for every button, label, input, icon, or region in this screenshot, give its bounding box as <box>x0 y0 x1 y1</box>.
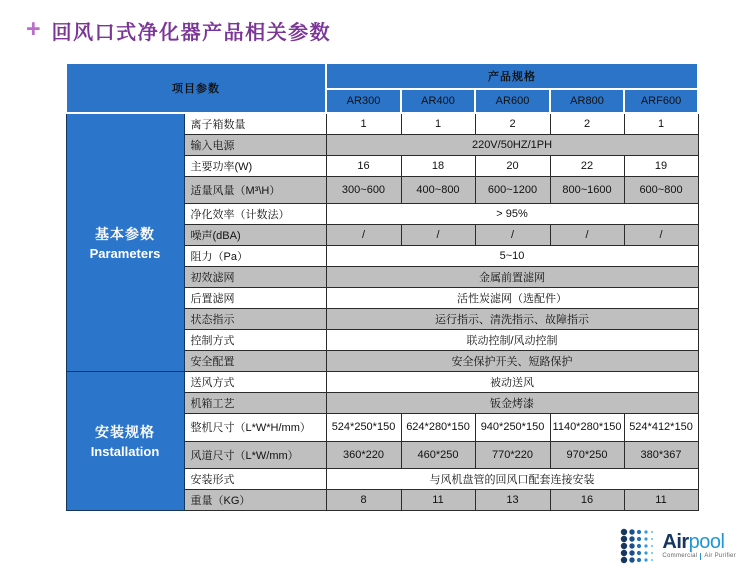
value-cell: 524*412*150 <box>624 413 698 441</box>
brand-pool: pool <box>688 530 725 553</box>
row-label: 机箱工艺 <box>184 392 326 413</box>
value-cell: 1140*280*150 <box>550 413 624 441</box>
row-label: 后置滤网 <box>184 287 326 308</box>
merged-value-cell: 联动控制/风动控制 <box>326 329 698 350</box>
value-cell: 1 <box>326 113 401 134</box>
row-label: 适量风量（M³\H） <box>184 176 326 203</box>
merged-value-cell: 金属前置滤网 <box>326 266 698 287</box>
value-cell: 1 <box>401 113 475 134</box>
value-cell: 624*280*150 <box>401 413 475 441</box>
airpool-logo <box>620 527 736 564</box>
value-cell: 16 <box>550 489 624 510</box>
row-label: 控制方式 <box>184 329 326 350</box>
brand-air: Air <box>662 530 689 553</box>
logo-text <box>662 532 736 560</box>
col-header-model: AR300 <box>326 89 401 113</box>
dot-matrix-logo-icon <box>620 527 657 564</box>
value-cell: 460*250 <box>401 441 475 468</box>
row-label: 重量（KG） <box>184 489 326 510</box>
row-label: 安全配置 <box>184 350 326 371</box>
page-title: 回风口式净化器产品相关参数 <box>51 22 332 44</box>
value-cell: 380*367 <box>624 441 698 468</box>
col-header-item-params: 项目参数 <box>66 63 326 113</box>
row-label: 状态指示 <box>184 308 326 329</box>
row-label: 离子箱数量 <box>184 113 326 134</box>
value-cell: 600~800 <box>624 176 698 203</box>
value-cell: / <box>326 224 401 245</box>
merged-value-cell: 运行指示、清洗指示、故障指示 <box>326 308 698 329</box>
row-label: 净化效率（计数法） <box>184 203 326 224</box>
value-cell: 11 <box>624 489 698 510</box>
row-label: 送风方式 <box>184 371 326 392</box>
col-header-model: AR600 <box>475 89 550 113</box>
value-cell: 2 <box>550 113 624 134</box>
value-cell: 400~800 <box>401 176 475 203</box>
merged-value-cell: 220V/50HZ/1PH <box>326 134 698 155</box>
value-cell: 600~1200 <box>475 176 550 203</box>
col-header-model: AR400 <box>401 89 475 113</box>
value-cell: / <box>550 224 624 245</box>
row-label: 主要功率(W) <box>184 155 326 176</box>
header-row-top <box>66 63 698 89</box>
value-cell: 940*250*150 <box>475 413 550 441</box>
col-header-model: ARF600 <box>624 89 698 113</box>
value-cell: 2 <box>475 113 550 134</box>
col-header-model: AR800 <box>550 89 624 113</box>
row-label: 整机尺寸（L*W*H/mm） <box>184 413 326 441</box>
group-label-cn: 安装规格 <box>95 424 155 440</box>
value-cell: 20 <box>475 155 550 176</box>
value-cell: 18 <box>401 155 475 176</box>
value-cell: 11 <box>401 489 475 510</box>
merged-value-cell: 安全保护开关、短路保护 <box>326 350 698 371</box>
plus-icon: + <box>26 15 41 43</box>
tagline-commercial: Commercial <box>662 553 698 559</box>
value-cell: 800~1600 <box>550 176 624 203</box>
value-cell: 13 <box>475 489 550 510</box>
value-cell: / <box>475 224 550 245</box>
row-label: 安装形式 <box>184 468 326 489</box>
merged-value-cell: > 95% <box>326 203 698 224</box>
slide-title-bar <box>26 16 331 45</box>
value-cell: 970*250 <box>550 441 624 468</box>
row-label: 风道尺寸（L*W/mm） <box>184 441 326 468</box>
spec-table <box>65 62 699 511</box>
tagline-divider <box>700 553 701 560</box>
value-cell: 300~600 <box>326 176 401 203</box>
group-cell <box>66 113 184 371</box>
row-label: 噪声(dBA) <box>184 224 326 245</box>
value-cell: 22 <box>550 155 624 176</box>
tagline-air-purifier: Air Purifier <box>704 553 736 559</box>
value-cell: 16 <box>326 155 401 176</box>
value-cell: / <box>401 224 475 245</box>
merged-value-cell: 与风机盘管的回风口配套连接安装 <box>326 468 698 489</box>
logo-tagline <box>662 553 736 560</box>
group-label-cn: 基本参数 <box>95 225 155 242</box>
value-cell: 8 <box>326 489 401 510</box>
col-header-product-spec: 产品规格 <box>326 63 698 89</box>
table-row <box>66 113 698 134</box>
value-cell: 524*250*150 <box>326 413 401 441</box>
value-cell: / <box>624 224 698 245</box>
group-label-en: Installation <box>90 444 160 459</box>
row-label: 阻力（Pa） <box>184 245 326 266</box>
merged-value-cell: 被动送风 <box>326 371 698 392</box>
merged-value-cell: 钣金烤漆 <box>326 392 698 413</box>
merged-value-cell: 活性炭滤网（选配件） <box>326 287 698 308</box>
value-cell: 1 <box>624 113 698 134</box>
merged-value-cell: 5~10 <box>326 245 698 266</box>
value-cell: 360*220 <box>326 441 401 468</box>
row-label: 初效滤网 <box>184 266 326 287</box>
value-cell: 19 <box>624 155 698 176</box>
group-cell <box>66 371 184 510</box>
brand-name <box>662 532 736 552</box>
group-label-en: Parameters <box>89 245 161 261</box>
value-cell: 770*220 <box>475 441 550 468</box>
row-label: 输入电源 <box>184 134 326 155</box>
table-row <box>66 371 698 392</box>
